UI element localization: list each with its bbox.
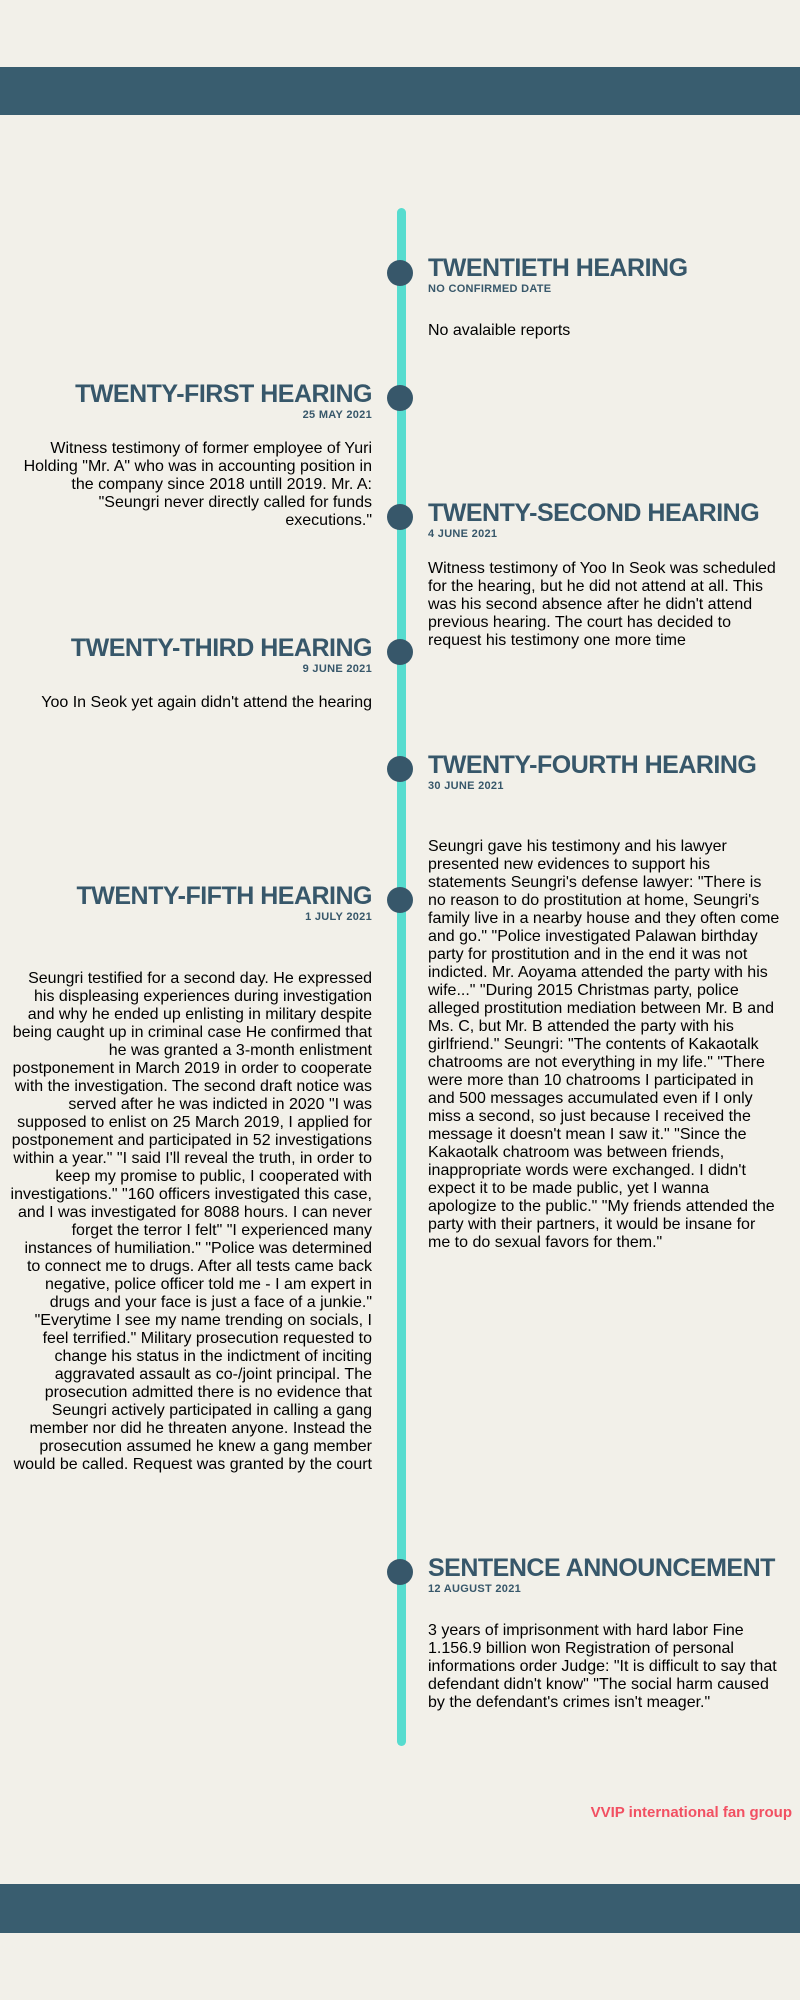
credit-text: VVIP international fan group <box>590 1804 792 1821</box>
entry-twenty-fourth-heading <box>428 751 780 793</box>
timeline-line <box>397 208 406 1746</box>
timeline-dot-twenty-first <box>387 385 413 411</box>
entry-twentieth-body: No avalaible reports <box>428 322 571 339</box>
entry-title: TWENTY-FIFTH HEARING <box>76 882 372 910</box>
entry-twenty-fifth-heading <box>10 882 372 924</box>
entry-twenty-second-heading <box>428 499 780 541</box>
entry-date: 12 AUGUST 2021 <box>428 1583 522 1595</box>
entry-title: TWENTY-SECOND HEARING <box>428 499 760 527</box>
entry-twenty-fourth-body: Seungri gave his testimony and his lawyer presented new evidences to support his statements Seungri's defense lawyer: "There is no reason to do prostitution at home, Seungri's family live in a nearby house and they often come and go." "Police investigated Palawan birthday party for prostitution and in the end it was not indicted. Mr. Aoyama attended the party with his wife..." "During 2015 Christmas party, police alleged prostitution mediation between Mr. B and Ms. C, but Mr. B attended the party with his girlfriend." Seungri: "The contents of Kakaotalk chatrooms are not everything in my life." "There were more than 10 chatrooms I participated in and 500 messages accumulated even if I only miss a second, so just because I received the message it doesn't mean I saw it." "Since the Kakaotalk chatroom was between friends, inappropriate words were exchanged. I didn't expect it to be made public, yet I wanna apologize to the public." "My friends attended the party with their partners, it would be insane for me to do sexual favors for them." <box>428 838 780 1251</box>
entry-title: TWENTY-THIRD HEARING <box>70 634 372 662</box>
entry-title: SENTENCE ANNOUNCEMENT <box>428 1554 775 1582</box>
timeline-dot-sentence <box>387 1559 413 1585</box>
entry-date: 4 JUNE 2021 <box>428 528 498 540</box>
top-header-band <box>0 67 800 115</box>
entry-twenty-first-body: Witness testimony of former employee of Yuri Holding "Mr. A" who was in accounting position in the company since 2018 untill 2019. Mr. A: "Seungri never directly called for funds executions." <box>23 440 372 529</box>
entry-twenty-third-heading <box>10 634 372 676</box>
entry-sentence-heading <box>428 1554 780 1596</box>
timeline-dot-twenty-fifth <box>387 887 413 913</box>
entry-twenty-first-heading <box>10 380 372 422</box>
entry-twenty-second-body: Witness testimony of Yoo In Seok was scheduled for the hearing, but he did not attend at all. This was his second absence after he didn't attend previous hearing. The court has decided to request his testimony one more time <box>428 560 776 649</box>
entry-date: 9 JUNE 2021 <box>302 663 372 675</box>
entry-date: NO CONFIRMED DATE <box>428 283 552 295</box>
timeline-dot-twenty-fourth <box>387 756 413 782</box>
entry-date: 25 MAY 2021 <box>302 409 372 421</box>
timeline-dot-twenty-second <box>387 504 413 530</box>
entry-sentence-body: 3 years of imprisonment with hard labor Fine 1.156.9 billion won Registration of personal informations order Judge: "It is difficult to say that defendant didn't know" "The social harm caused by the defendant's crimes isn't meager." <box>428 1622 777 1711</box>
entry-twentieth-heading <box>428 254 780 296</box>
entry-date: 1 JULY 2021 <box>305 911 372 923</box>
entry-twenty-fifth-body: Seungri testified for a second day. He expressed his displeasing experiences during investigation and why he ended up enlisting in military despite being caught up in criminal case He confirmed that he was granted a 3-month enlistment postponement in March 2019 in order to cooperate with the investigation. The second draft notice was served after he was indicted in 2020 "I was supposed to enlist on 25 March 2019, I applied for postponement and participated in 52 investigations within a year." "I said I'll reveal the truth, in order to keep my promise to public, I cooperated with investigations." "160 officers investigated this case, and I was investigated for 8088 hours. I can never forget the terror I felt" "I experienced many instances of humiliation." "Police was determined to connect me to drugs. After all tests came back negative, police officer told me - I am expert in drugs and your face is just a face of a junkie." "Everytime I see my name trending on socials, I feel terrified." Military prosecution requested to change his status in the indictment of inciting aggravated assault as co-/joint principal. The prosecution admitted there is no evidence that Seungri actively participated in calling a gang member nor did he threaten anyone. Instead the prosecution assumed he knew a gang member would be called. Request was granted by the court <box>10 970 372 1473</box>
timeline-dot-twenty-third <box>387 639 413 665</box>
entry-title: TWENTY-FOURTH HEARING <box>428 751 757 779</box>
entry-title: TWENTY-FIRST HEARING <box>75 380 372 408</box>
entry-date: 30 JUNE 2021 <box>428 780 504 792</box>
timeline-dot-twentieth <box>387 260 413 286</box>
entry-twenty-third-body: Yoo In Seok yet again didn't attend the hearing <box>41 694 372 711</box>
entry-title: TWENTIETH HEARING <box>428 254 688 282</box>
bottom-footer-band <box>0 1884 800 1933</box>
